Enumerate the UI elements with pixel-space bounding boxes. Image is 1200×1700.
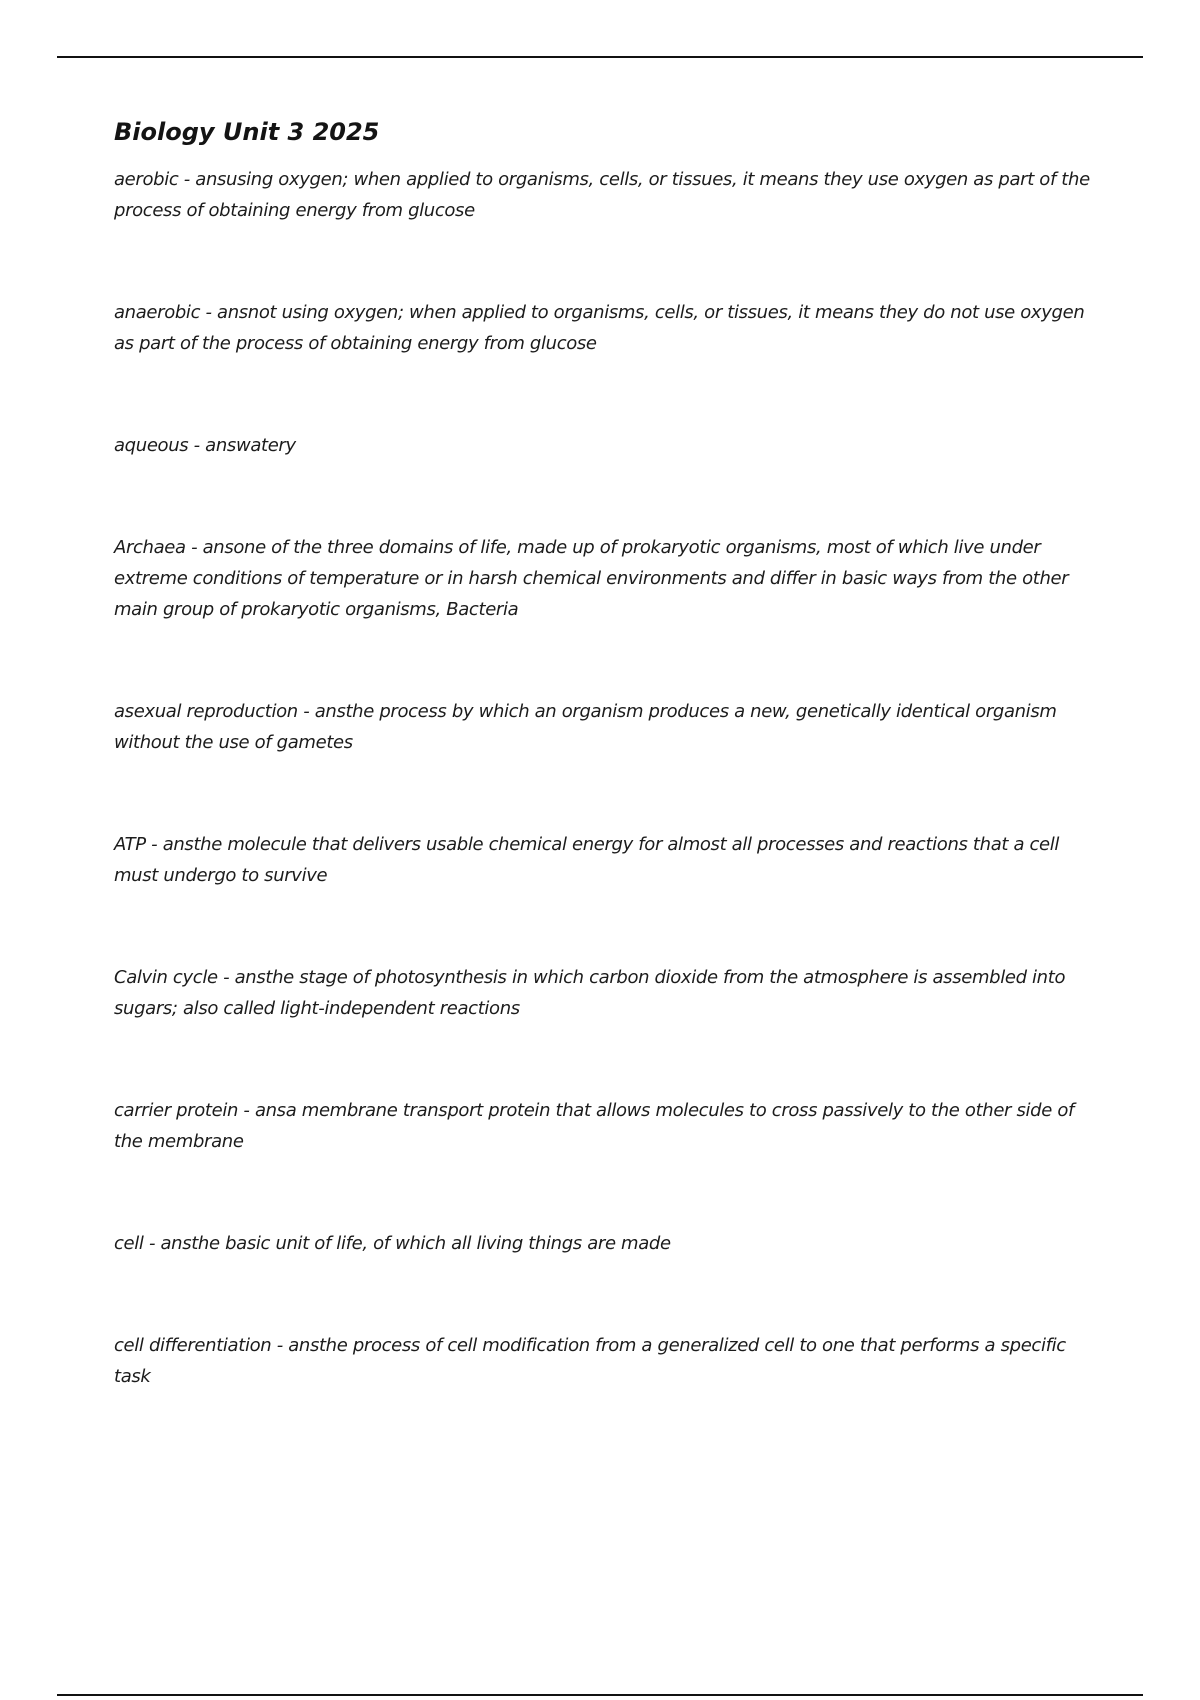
- glossary-entry-archaea: Archaea - ansone of the three domains of life, made up of prokaryotic organisms, most of which live under extreme conditions of temperature or in harsh chemical environments and differ in basic ways from the other main group of prokaryotic organisms, Bacteria: [114, 537, 1069, 620]
- glossary-list: [114, 164, 1104, 1392]
- glossary-entry-cell-differentiation: cell differentiation - ansthe process of cell modification from a generalized cell to one that performs a specific task: [114, 1335, 1066, 1387]
- document-body: [114, 112, 1104, 1392]
- glossary-entry-aqueous: aqueous - answatery: [114, 435, 296, 456]
- glossary-entry-aerobic: aerobic - ansusing oxygen; when applied to organisms, cells, or tissues, it means they use oxygen as part of the process of obtaining energy from glucose: [114, 169, 1090, 221]
- glossary-entry-calvin-cycle: Calvin cycle - ansthe stage of photosynthesis in which carbon dioxide from the atmosphere is assembled into sugars; also called light-independent reactions: [114, 967, 1066, 1019]
- footer-rule: [57, 1694, 1143, 1696]
- glossary-entry-atp: ATP - ansthe molecule that delivers usable chemical energy for almost all processes and reactions that a cell must undergo to survive: [114, 834, 1060, 886]
- glossary-entry-carrier-protein: carrier protein - ansa membrane transport protein that allows molecules to cross passively to the other side of the membrane: [114, 1100, 1074, 1152]
- glossary-entry-cell: cell - ansthe basic unit of life, of which all living things are made: [114, 1233, 671, 1254]
- glossary-entry-anaerobic: anaerobic - ansnot using oxygen; when applied to organisms, cells, or tissues, it means they do not use oxygen as part of the process of obtaining energy from glucose: [114, 302, 1085, 354]
- header-rule: [57, 56, 1143, 58]
- glossary-entry-asexual-reproduction: asexual reproduction - ansthe process by which an organism produces a new, genetically identical organism without the use of gametes: [114, 701, 1057, 753]
- document-title: Biology Unit 3 2025: [114, 118, 380, 146]
